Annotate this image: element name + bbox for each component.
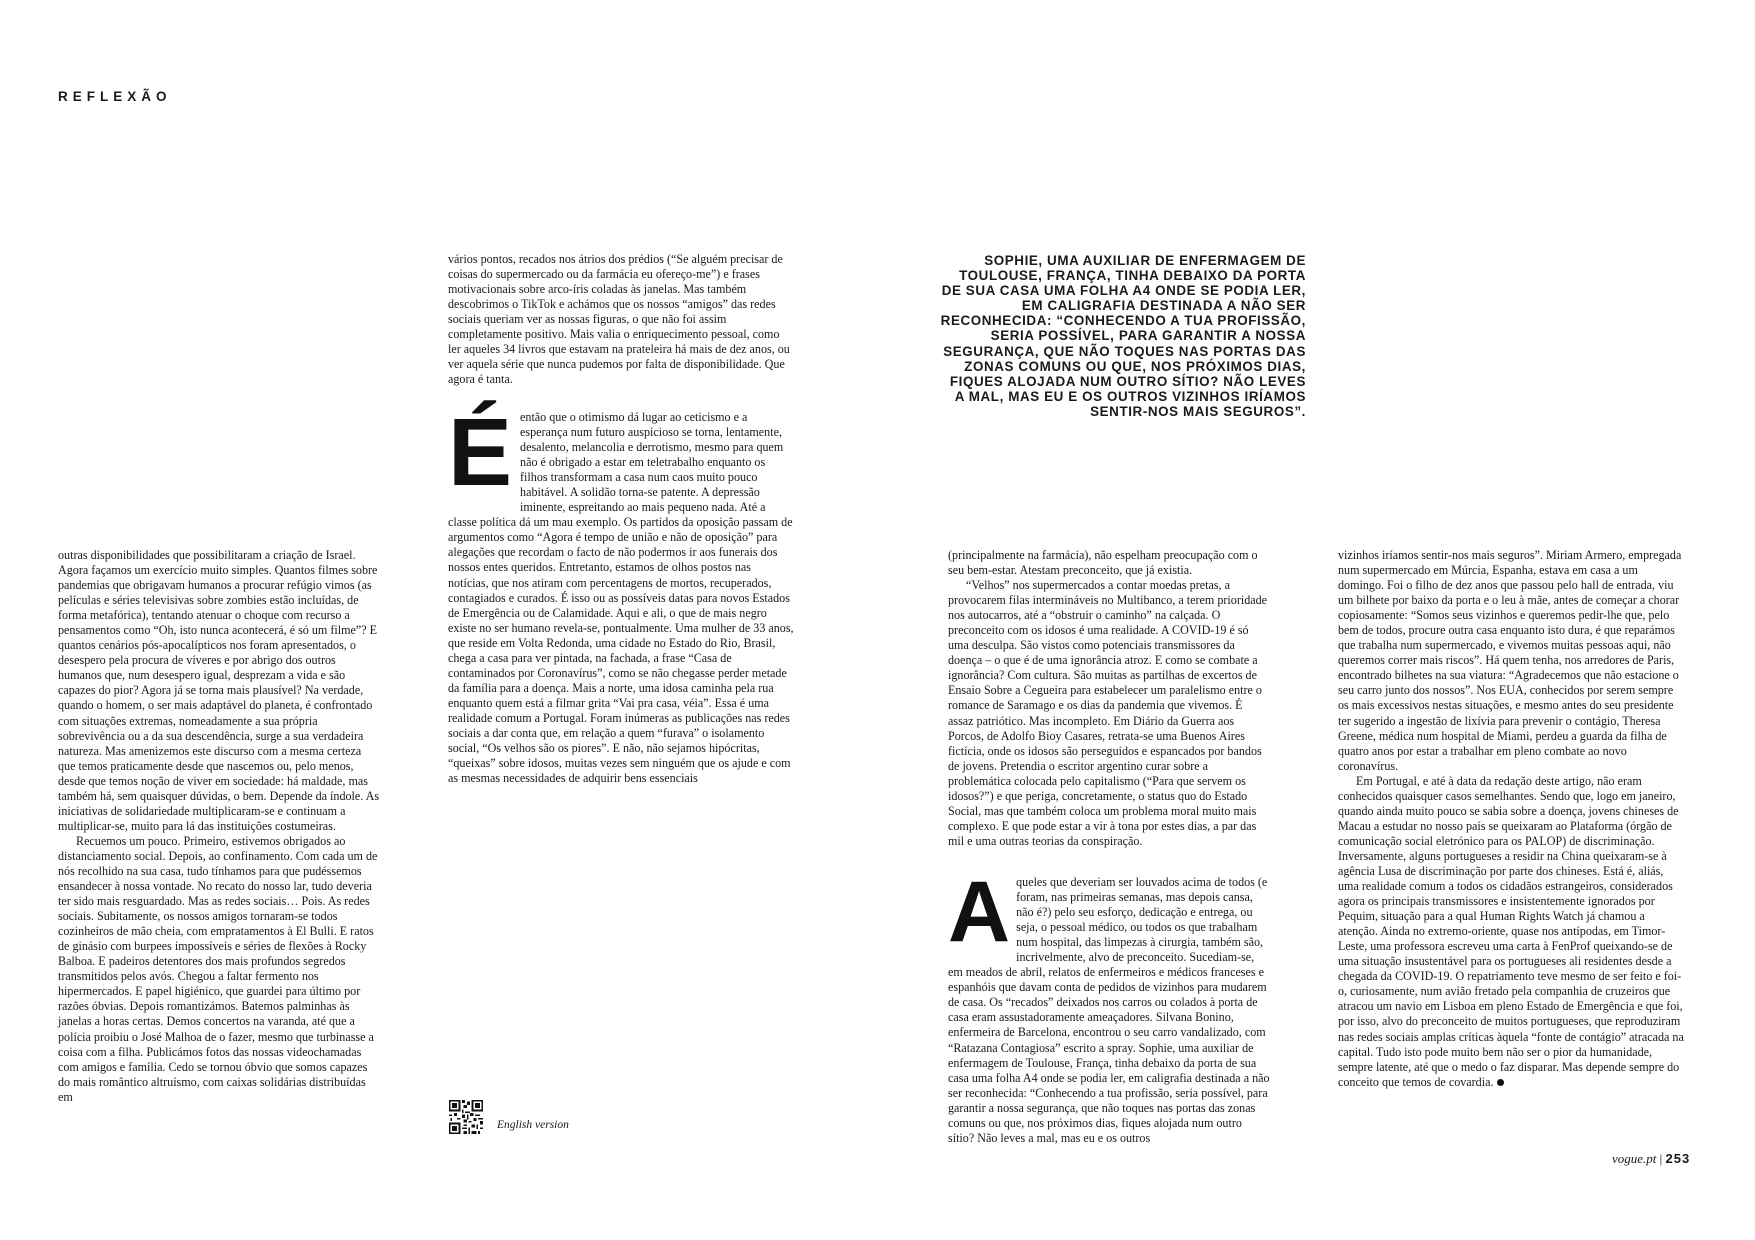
col2-paragraph-2: então que o otimismo dá lugar ao ceticismo e a esperança num futuro auspicioso se torna, lentamente, desalento, melancolia e derrotismo, mesmo para quem não é obrigado a estar em teletrabalho enquanto os filhos transformam a casa num caos muito pouco habitável. A solidão torna-se patente. A depressão iminente, espreitando ao mais pequeno nada. Até a classe política dá um mau exemplo. Os partidos da oposição passam de argumentos como “Agora é tempo de união e não de oposição” para alegações que recordam o facto de não podermos ir aos funerais dos nossos entes queridos. Entretanto, estamos de olhos postos nas notícias, que nos atiram com percentagens de mortos, recuperados, contagiados e curados. É isso ou as possíveis datas para novos Estados de Emergência ou de Calamidade. Aqui e ali, o que de mais negro existe no ser humano revela-se, pontualmente. Uma mulher de 33 anos, que reside em Volta Redonda, uma cidade no Estado do Rio, Brasil, chega a casa para ver pintada, na fachada, a frase “Casa de contaminados por Coronavírus”, como se não chegasse perder metade da família para a doença. Mais a norte, uma idosa caminha pela rua enquanto quem está a filmar grita “Vai pra casa, véia”. Essa é uma realidade comum a Portugal. Foram inúmeras as publicações nas redes sociais a dar conta que, em relação a quem “furava” o isolamento social, “Os velhos são os piores”. E não, não sejamos hipócritas, “queixas” sobre idosos, muitas vezes sem ninguém que os ajude e com as mesmas necessidades de adquirir bens essenciais	[448, 410, 794, 786]
end-mark-icon	[1497, 1079, 1504, 1086]
column-2-top	[448, 252, 794, 387]
col1-paragraph-2: Recuemos um pouco. Primeiro, estivemos obrigados ao distanciamento social. Depois, ao confinamento. Com cada um de nós recolhido na sua casa, tudo tínhamos para que pudéssemos ensandecer à nossa vontade. No recato do nosso lar, tudo deveria ter sido mais resguardado. Mas as redes sociais… Pois. As redes sociais. Subitamente, os nossos amigos tornaram-se todos cozinheiros de mão cheia, com empratamentos à El Bulli. E ratos de ginásio com burpees impossíveis e séries de flexões à Rocky Balboa. E padeiros detentores dos mais profundos segredos transmitidos pelos avós. Chegou a faltar fermento nos hipermercados. E papel higiénico, que guardei para último por razões óbvias. Depois romantizámos. Batemos palminhas às janelas a horas certas. Demos concertos na varanda, até que a polícia proibiu o José Malhoa de o fazer, mesmo que turbinasse a coisa com a filha. Publicámos fotos das nossas videochamadas com amigos e família. Cedo se tornou óbvio que somos capazes do mais romântico altruísmo, com caixas solidárias distribuídas em	[58, 833, 378, 1104]
column-4	[1338, 548, 1684, 1090]
col2-paragraph-1: vários pontos, recados nos átrios dos prédios (“Se alguém precisar de coisas do supermercado ou da farmácia eu ofereço-me”) e frases motivacionais sobre arco-íris coladas às janelas. Mas também descobrimos o TikTok e achámos que os nossos “amigos” das redes sociais queriam ver as nossas figuras, o que não foi assim completamente positivo. Mais valia o enriquecimento pessoal, como ler aqueles 34 livros que estavam na prateleira há mais de dez anos, ou ver aquela série que nunca pudemos por falta de disponibilidade. Que agora é tanta.	[448, 252, 790, 387]
page-footer	[1612, 1151, 1690, 1167]
column-3-top	[948, 548, 1270, 849]
pull-quote: SOPHIE, UMA AUXILIAR DE ENFERMAGEM DE TOULOUSE, FRANÇA, TINHA DEBAIXO DA PORTA DE SUA CASA UMA FOLHA A4 ONDE SE PODIA LER, EM CALIGRAFIA DESTINADA A NÃO SER RECONHECIDA: “CONHECENDO A TUA PROFISSÃO, SERIA POSSÍVEL, PARA GARANTIR A NOSSA SEGURANÇA, QUE NÃO TOQUES NAS PORTAS DAS ZONAS COMUNS OU QUE, NOS PRÓXIMOS DIAS, FIQUES ALOJADA NUM OUTRO SÍTIO? NÃO LEVES A MAL, MAS EU E OS OUTROS VIZINHOS IRÍAMOS SENTIR-NOS MAIS SEGUROS”.	[940, 253, 1306, 419]
col3-paragraph-2: “Velhos” nos supermercados a contar moedas pretas, a provocarem filas intermináveis no Multibanco, a terem prioridade nos autocarros, até a “obstruir o caminho” na calçada. O preconceito com os idosos é uma realidade. A COVID-19 é só uma desculpa. São vistos como potenciais transmissores da doença – o que é de uma ignorância atroz. E como se combate a ignorância? Com cultura. São muitas as partilhas de excertos de Ensaio Sobre a Cegueira para estabelecer um paralelismo entre o romance de Saramago e os dias da pandemia que vivemos. É assaz patriótico. Mas incompleto. Em Diário da Guerra aos Porcos, de Adolfo Bioy Casares, retrata-se uma Buenos Aires fictícia, onde os idosos são perseguidos e espancados por bandos de jovens. Pretendia o escritor argentino curar sobre a problemática colocada pelo capitalismo (“Para que servem os idosos?”) e que periga, concretamente, o status quo do Estado Social, mas que também coloca um problema moral muito mais complexo. E que pode estar a vir à tona por estes dias, a par das mil e uma outras teorias da conspiração.	[948, 578, 1268, 848]
column-3-bottom	[948, 864, 1270, 1146]
dropcap-a: A	[948, 864, 1011, 960]
col3-paragraph-3: queles que deveriam ser louvados acima de todos (e foram, nas primeiras semanas, mas depois cansa, não é?) pelo seu esforço, dedicação e entrega, ou seja, o pessoal médico, ou todos os que trabalham num hospital, das limpezas à cirurgia, também são, incrivelmente, alvo de preconceito. Sucediam-se, em meados de abril, relatos de enfermeiros e médicos franceses e espanhóis que davam conta de pedidos de vizinhos para mudarem de casa. Os “recados” deixados nos carros ou colados à porta de casa eram assustadoramente ameaçadores. Silvana Bonino, enfermeira de Barcelona, encontrou o seu carro vandalizado, com “Ratazana Contagiosa” escrito a spray. Sophie, uma auxiliar de enfermagem de Toulouse, França, tinha debaixo da porta de sua casa uma folha A4 onde se podia ler, em caligrafia destinada a não ser reconhecida: “Conhecendo a tua profissão, seria possível, para garantir a nossa segurança, que não toques nas portas das zonas comuns ou que, nos próximos dias, fiques alojada num outro sítio? Não leves a mal, mas eu e os outros	[948, 875, 1270, 1145]
column-2-bottom	[448, 399, 794, 786]
col1-paragraph-1: outras disponibilidades que possibilitaram a criação de Israel. Agora façamos um exercício muito simples. Quantos filmes sobre pandemias que obrigavam humanos a procurar refúgio vimos (as películas e séries televisivas sobre zombies estão incluídas, de forma metafórica), tentando atenuar o choque com recurso a pensamentos como “Oh, isto nunca acontecerá, é só um filme”? E quantos cenários pós-apocalípticos nos foram apresentados, o desespero pela procura de víveres e por abrigo dos outros humanos que, num desespero igual, desprezam a vida e são capazes do pior? Agora já se torna mais plausível? Na verdade, quando o homem, o ser mais adaptável do planeta, é confrontado com situações extremas, nomeadamente a sua própria sobrevivência ou a da sua descendência, surge a sua verdadeira natureza. Mas amenizemos este discurso com a mesma certeza que temos praticamente desde que nascemos ou, pelo menos, desde que temos noção de viver em sociedade: há maldade, mas também há, sem quaisquer dúvidas, o bem. Depende da índole. As iniciativas de solidariedade multiplicaram-se e continuam a multiplicar-se, muito para lá das instituições costumeiras.	[58, 548, 380, 833]
column-1	[58, 548, 380, 1105]
col4-paragraph-2: Em Portugal, e até à data da redação deste artigo, não eram conhecidos quaisquer casos semelhantes. Sendo que, logo em janeiro, quando ainda muito pouco se sabia sobre a doença, jovens chineses de Macau a estudar no nosso país se queixaram ao Plataforma (órgão de comunicação social eletrónico para os PALOP) de discriminação. Inversamente, alguns portugueses a residir na China queixaram-se à agência Lusa de discriminação por parte dos chineses. Está é, aliás, uma realidade comum a todos os cidadãos estrangeiros, considerados agora os principais transmissores e insistentemente ignorados por Pequim, situação para a qual Human Rights Watch já chamou a atenção. Ainda no extremo-oriente, quase nos antípodas, em Timor-Leste, uma professora escreveu uma carta à FenProf queixando-se de uma situação insustentável para os portugueses ali residentes desde a chegada da COVID-19. O repatriamento teve mesmo de ser feito e foi-o, curiosamente, num avião fretado pela companhia de cruzeiros que atracou um navio em Lisboa em pleno Estado de Emergência e que foi, por isso, alvo do preconceito de muitos portugueses, que reproduziram nas redes sociais amplas críticas àquela “fonte de contágio” atracada na capital. Tudo isto pode muito bem não ser o pior da humanidade, sempre latente, até que o medo o faz disparar. Mas depende sempre do conceito que temos de covardia.	[1338, 773, 1684, 1089]
brand-name: vogue.pt	[1612, 1151, 1657, 1166]
dropcap-e: É	[448, 399, 513, 506]
english-version-link[interactable]: English version	[497, 1119, 569, 1131]
folio-separator: |	[1656, 1151, 1666, 1166]
col3-paragraph-1: (principalmente na farmácia), não espelham preocupação com o seu bem-estar. Atestam preconceito, que já existia.	[948, 548, 1258, 578]
section-label: REFLEXÃO	[58, 89, 172, 104]
qr-code-icon[interactable]	[449, 1100, 483, 1134]
page-number: 253	[1665, 1151, 1691, 1166]
col4-paragraph-1: vizinhos iríamos sentir-nos mais seguros”. Miriam Armero, empregada num supermercado em Múrcia, Espanha, estava em casa a um domingo. Foi o filho de dez anos que passou pelo hall de entrada, viu um bilhete por baixo da porta e o leu à mãe, antes de começar a chorar copiosamente: “Somos seus vizinhos e queremos pedir-lhe que, pelo bem de todos, procure outra casa enquanto isto dura, é que reparámos que trabalha num supermercado, e vivemos muitas pessoas aqui, não queremos correr mais riscos”. Há quem tenha, nos arredores de Paris, encontrado bilhetes na sua viatura: “Agradecemos que não estacione o seu carro junto dos nossos”. Nos EUA, conhecidos por serem sempre os mais excessivos nestas situações, e mesmo antes do seu presidente ter sugerido a ingestão de lixívia para prevenir o contágio, Theresa Greene, médica num hospital de Miami, perdeu a guarda da filha de quatro anos por estar a trabalhar em pleno combate ao novo coronavírus.	[1338, 548, 1682, 773]
